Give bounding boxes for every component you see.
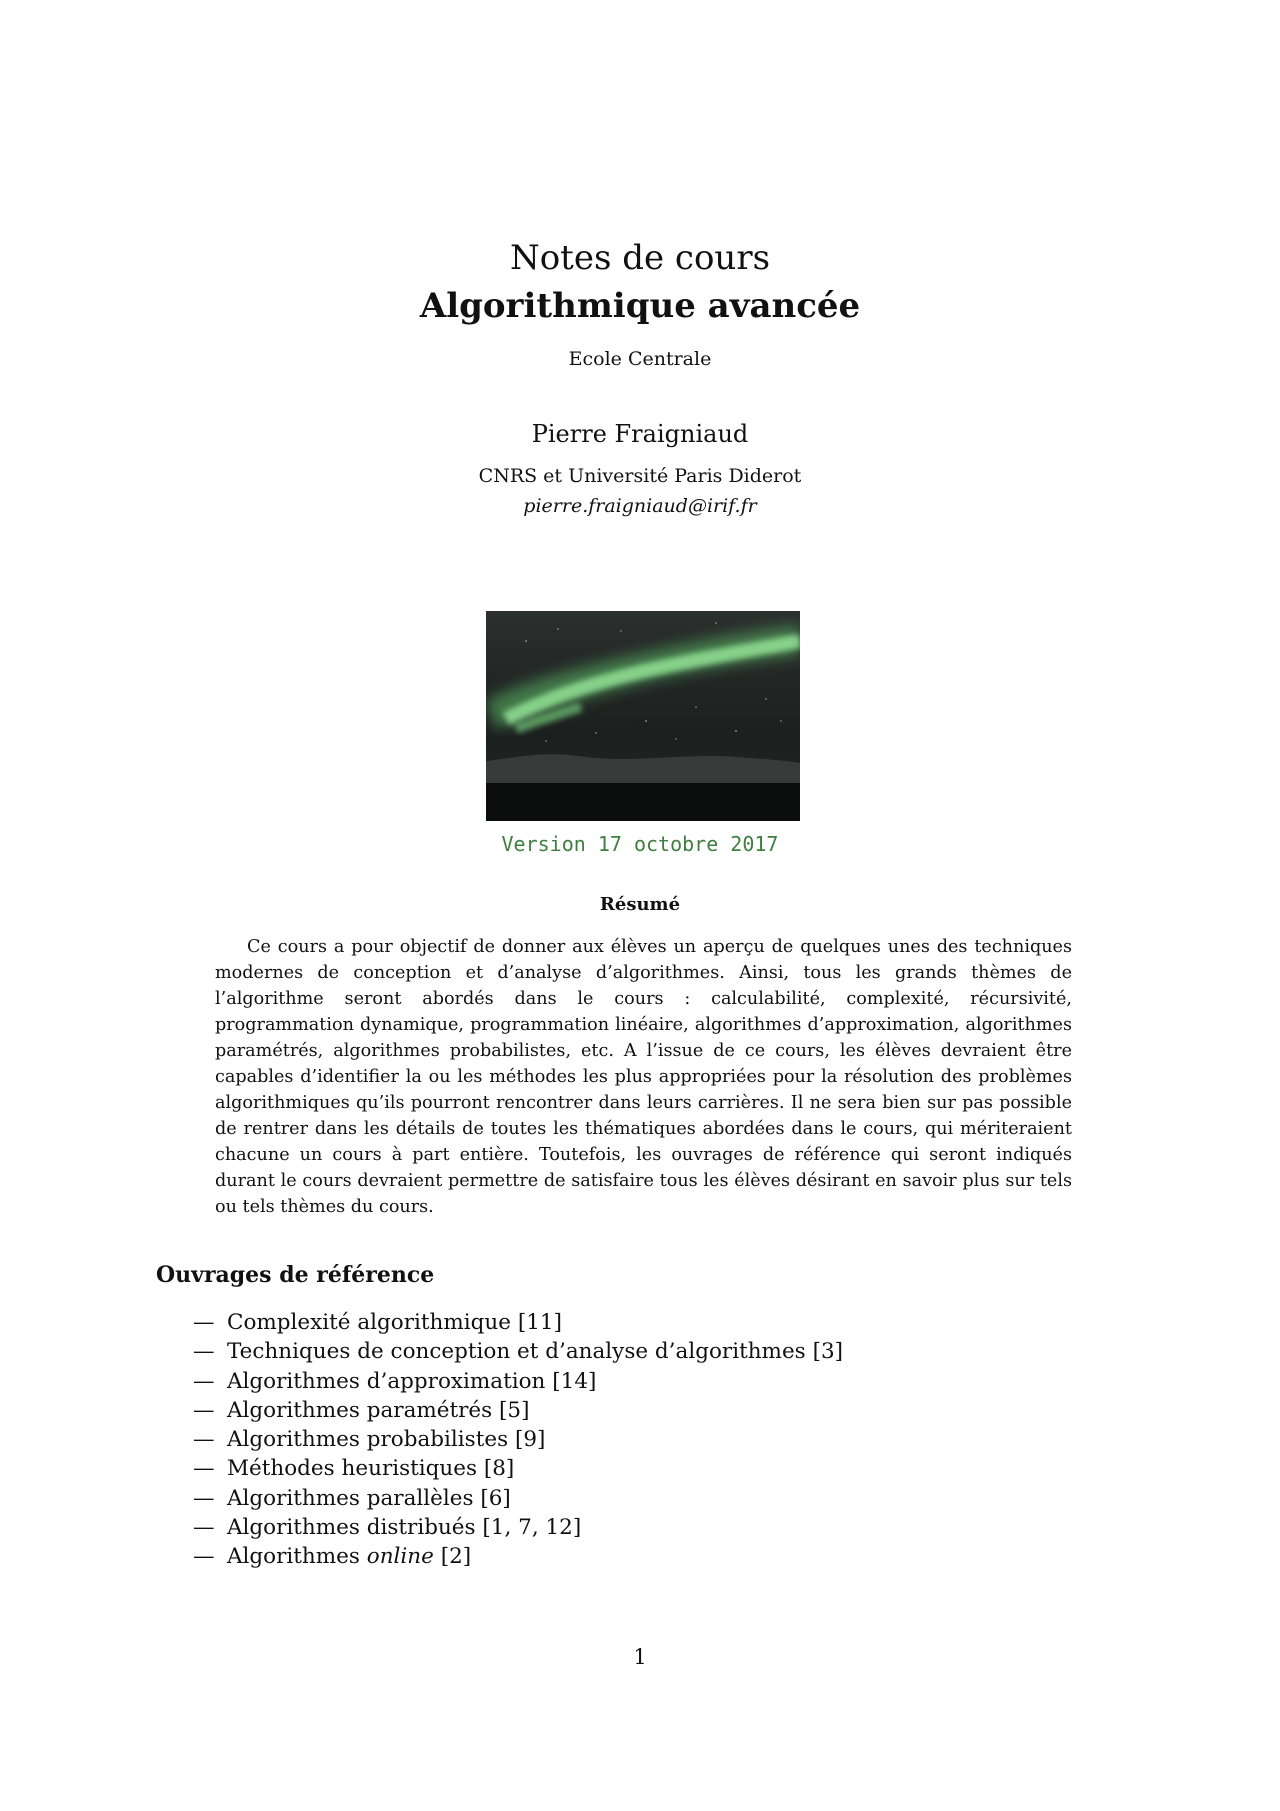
citation: [11]	[517, 1310, 562, 1335]
abstract-title: Résumé	[599, 894, 681, 915]
list-item	[193, 1396, 843, 1425]
dash-bullet: —	[193, 1515, 215, 1541]
citation: [14]	[552, 1368, 597, 1394]
list-item	[193, 1425, 843, 1454]
reference-label: Techniques de conception et d’analyse d’algorithmes	[227, 1339, 806, 1365]
citation: [5]	[499, 1397, 530, 1423]
author-email: pierre.fraigniaud@irif.fr	[523, 495, 757, 517]
reference-label: Algorithmes distribués	[227, 1515, 476, 1541]
list-item	[193, 1337, 843, 1366]
reference-label: Algorithmes probabilistes	[227, 1427, 509, 1453]
citation: [2]	[440, 1544, 472, 1570]
references-title: Ouvrages de référence	[156, 1262, 435, 1288]
dash-bullet: —	[193, 1339, 215, 1365]
dash-bullet: —	[193, 1456, 215, 1482]
citation: [1, 7, 12]	[482, 1515, 582, 1541]
citation: [6]	[480, 1485, 511, 1511]
list-item	[193, 1513, 843, 1542]
dash-bullet: —	[193, 1485, 215, 1511]
dash-bullet: —	[193, 1397, 215, 1423]
citation: [9]	[514, 1427, 546, 1453]
author-affiliation: CNRS et Université Paris Diderot	[478, 465, 802, 487]
list-item	[193, 1308, 843, 1337]
references-list	[193, 1308, 843, 1572]
title-line-2: Algorithmique avancée	[419, 286, 861, 326]
dash-bullet: —	[193, 1310, 215, 1335]
dash-bullet: —	[193, 1427, 215, 1453]
aurora-photo	[486, 611, 800, 821]
reference-label: Algorithmes paramétrés	[227, 1397, 493, 1423]
reference-label: Algorithmes d’approximation	[227, 1368, 546, 1394]
reference-emphasis: online	[366, 1544, 434, 1570]
dash-bullet: —	[193, 1368, 215, 1394]
dash-bullet: —	[193, 1544, 215, 1570]
version-label: Version 17 octobre 2017	[501, 832, 779, 856]
abstract-text: Ce cours a pour objectif de donner aux élèves un aperçu de quelques unes des techniques modernes de conception et d’analyse d’algorithmes. Ainsi, tous les grands thèmes de l’algorithme seront abordés dans le cours : calculabilité, complexité, récursivité, programmation dynamique, programmation linéaire, algorithmes d’approximation, algorithmes paramétrés, algorithmes probabilistes, etc. A l’issue de ce cours, les élèves devraient être capables d’identifier la ou les méthodes les plus appropriées pour la résolution des problèmes algorithmiques qu’ils pourront rencontrer dans leurs carrières. Il ne sera bien sur pas possible de rentrer dans les détails de toutes les thématiques abordées dans le cours, qui mériteraient chacune un cours à part entière. Toutefois, les ouvrages de référence qui seront indiqués durant le cours devraient permettre de satisfaire tous les élèves désirant en savoir plus sur tels ou tels thèmes du cours.	[215, 937, 1072, 1217]
school-name: Ecole Centrale	[568, 348, 712, 370]
reference-label: Méthodes heuristiques	[227, 1456, 478, 1482]
reference-label: Complexité algorithmique	[227, 1310, 511, 1335]
author-name: Pierre Fraigniaud	[531, 420, 749, 448]
citation: [3]	[812, 1339, 844, 1365]
list-item	[193, 1542, 843, 1571]
list-item	[193, 1367, 843, 1396]
reference-label: Algorithmes	[227, 1544, 360, 1570]
citation: [8]	[483, 1456, 515, 1482]
reference-label: Algorithmes parallèles	[227, 1485, 474, 1511]
list-item	[193, 1484, 843, 1513]
title-line-1: Notes de cours	[509, 238, 771, 278]
aurora-illustration	[486, 611, 800, 821]
page-number: 1	[633, 1645, 647, 1669]
list-item	[193, 1454, 843, 1483]
